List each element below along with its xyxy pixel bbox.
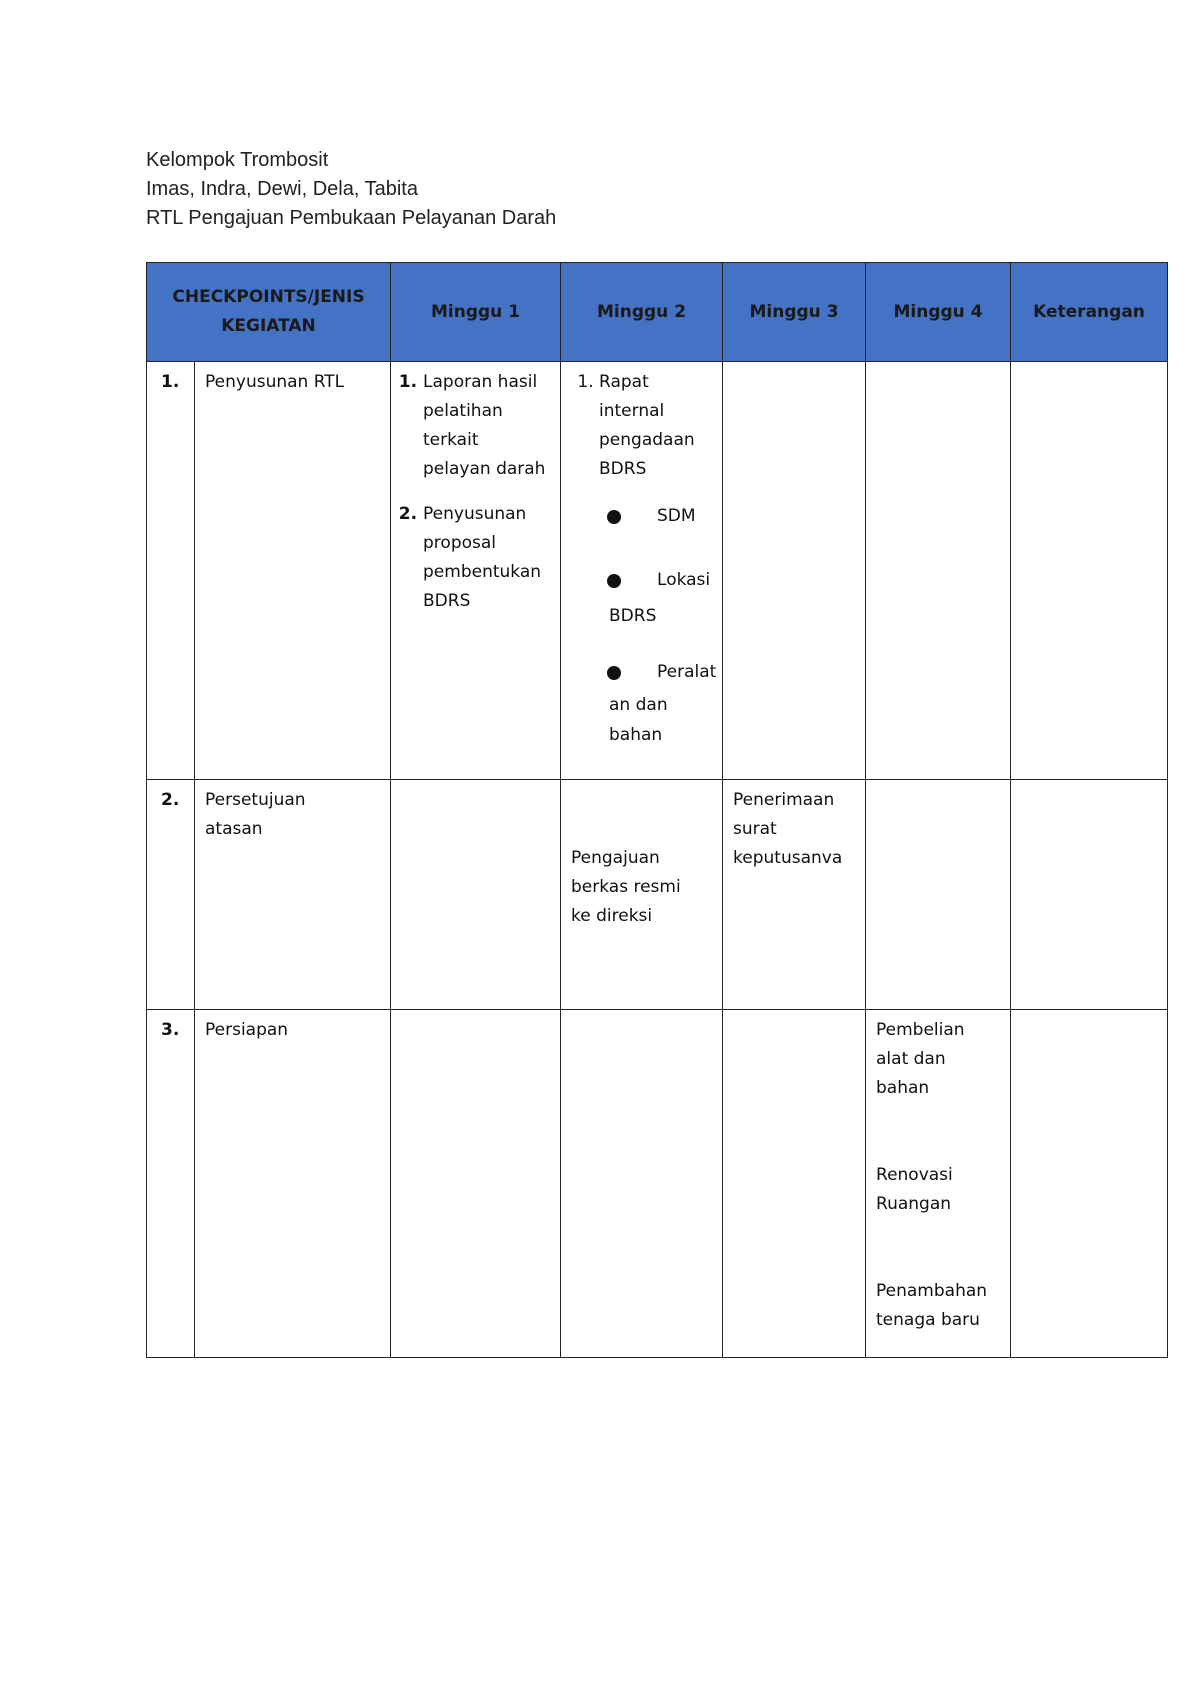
week-2-cell: Pengajuan berkas resmi ke direksi <box>561 780 723 1010</box>
document-header <box>146 146 556 233</box>
week-2-list <box>571 368 712 484</box>
week-4-item: Renovasi Ruangan <box>876 1165 953 1214</box>
header-notes: Keterangan <box>1011 263 1168 362</box>
activity-cell: Penyusunan RTL <box>195 362 391 780</box>
bullet-item: Peralat <box>571 654 712 690</box>
bullet-item: Lokasi <box>571 562 712 598</box>
row-number: 1. <box>147 362 195 780</box>
list-item: 1. Rapat internal pengadaan BDRS <box>599 368 712 484</box>
table-row <box>147 780 1168 1010</box>
table-row <box>147 362 1168 780</box>
table-row <box>147 1010 1168 1358</box>
week-4-item: Pembelian alat dan bahan <box>876 1020 965 1098</box>
week-3-cell: Penerimaan surat keputusanva <box>723 780 866 1010</box>
week-4-item: Penambahan tenaga baru <box>876 1281 988 1330</box>
list-item: 1. Laporan hasil pelatihan terkait pelayan darah <box>423 368 550 484</box>
bullet-item-continuation: BDRS <box>609 606 657 626</box>
row-number: 2. <box>147 780 195 1010</box>
header-week-3: Minggu 3 <box>723 263 866 362</box>
week-4-cell <box>866 362 1011 780</box>
week-3-cell <box>723 362 866 780</box>
notes-cell <box>1011 1010 1168 1358</box>
header-week-2: Minggu 2 <box>561 263 723 362</box>
document-title: RTL Pengajuan Pembukaan Pelayanan Darah <box>146 207 557 229</box>
notes-cell <box>1011 362 1168 780</box>
member-names: Imas, Indra, Dewi, Dela, Tabita <box>146 178 418 200</box>
header-week-4: Minggu 4 <box>866 263 1011 362</box>
header-activity: CHECKPOINTS/JENIS KEGIATAN <box>147 263 391 362</box>
week-1-list <box>401 368 550 616</box>
bullet-item: SDM <box>571 498 712 534</box>
bullet-item-continuation: an dan bahan <box>609 695 668 745</box>
list-item: 2. Penyusunan proposal pembentukan BDRS <box>423 500 550 616</box>
week-1-cell <box>391 362 561 780</box>
row-number: 3. <box>147 1010 195 1358</box>
week-2-cell <box>561 362 723 780</box>
week-3-cell <box>723 1010 866 1358</box>
week-1-cell <box>391 1010 561 1358</box>
week-4-cell <box>866 1010 1011 1358</box>
week-2-cell <box>561 1010 723 1358</box>
group-name: Kelompok Trombosit <box>146 149 329 171</box>
week-4-cell <box>866 780 1011 1010</box>
table-header-row <box>147 263 1168 362</box>
header-week-1: Minggu 1 <box>391 263 561 362</box>
notes-cell <box>1011 780 1168 1010</box>
rtl-schedule-table <box>146 262 1168 1358</box>
activity-cell: Persetujuan atasan <box>195 780 391 1010</box>
week-1-cell <box>391 780 561 1010</box>
activity-cell: Persiapan <box>195 1010 391 1358</box>
